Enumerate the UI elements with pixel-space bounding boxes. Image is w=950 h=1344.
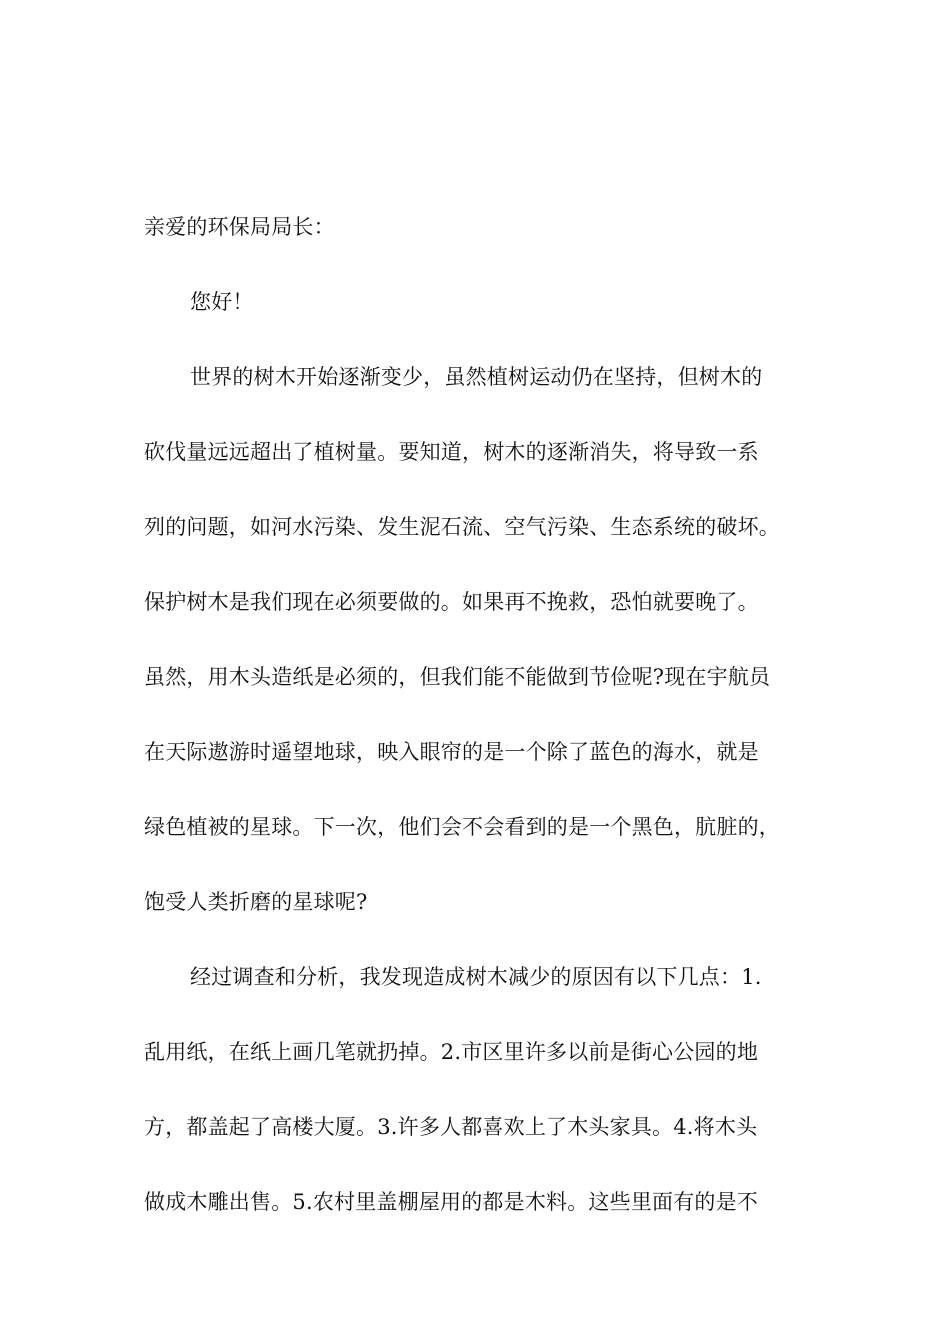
paragraph-line: 乱用纸，在纸上画几笔就扔掉。2.市区里许多以前是街心公园的地 — [144, 1040, 759, 1064]
paragraph-line: 世界的树木开始逐渐变少，虽然植树运动仍在坚持，但树木的 — [190, 365, 763, 389]
paragraph-line: 做成木雕出售。5.农村里盖棚屋用的都是木料。这些里面有的是不 — [144, 1190, 759, 1214]
paragraph-line: 在天际遨游时遥望地球，映入眼帘的是一个除了蓝色的海水，就是 — [144, 740, 759, 764]
salutation: 亲爱的环保局局长： — [144, 215, 335, 239]
paragraph-line: 列的问题，如河水污染、发生泥石流、空气污染、生态系统的破坏。 — [144, 515, 780, 539]
paragraph-line: 经过调查和分析，我发现造成树木减少的原因有以下几点：1. — [190, 965, 762, 989]
paragraph-line: 方，都盖起了高楼大厦。3.许多人都喜欢上了木头家具。4.将木头 — [144, 1115, 758, 1139]
greeting: 您好！ — [190, 290, 254, 314]
paragraph-line: 虽然，用木头造纸是必须的，但我们能不能做到节俭呢?现在宇航员 — [144, 665, 771, 689]
paragraph-line: 饱受人类折磨的星球呢? — [144, 890, 368, 914]
paragraph-line: 砍伐量远远超出了植树量。要知道，树木的逐渐消失，将导致一系 — [144, 440, 759, 464]
paragraph-line: 绿色植被的星球。下一次，他们会不会看到的是一个黑色，肮脏的， — [144, 815, 780, 839]
paragraph-line: 保护树木是我们现在必须要做的。如果再不挽救，恐怕就要晚了。 — [144, 590, 759, 614]
